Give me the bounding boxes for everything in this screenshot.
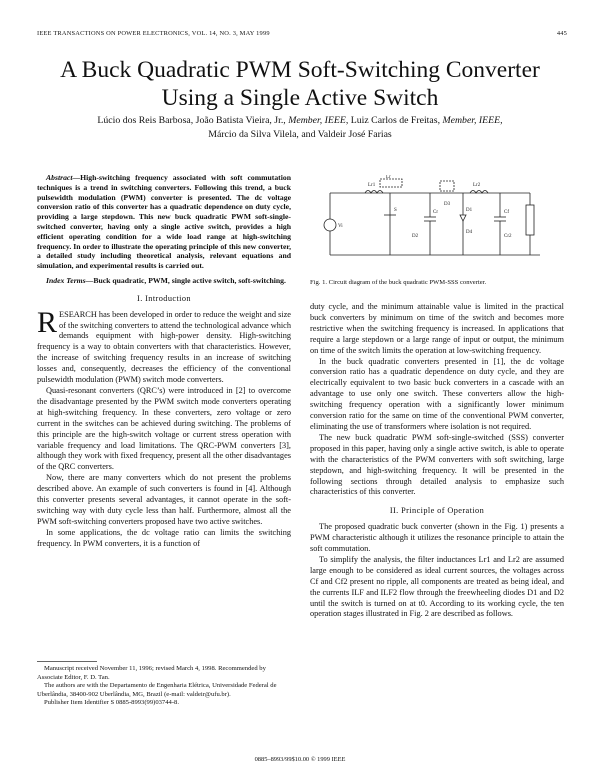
label-lr: Lr: [386, 175, 391, 180]
section-2-heading: II. Principle of Operation: [389, 506, 485, 516]
footnote-rule: [37, 661, 97, 662]
intro-paragraph-6: In the buck quadratic converters presented in [1], the dc voltage conversion ratio has a quadratic dependence on duty cycle, and they are electrically equivalent to two basic buck converters in a cascade with an advantage to use only one switch. These converters allow the high-switching frequency operation with a significantly lower minimum conversion ratio for the same on time of the conventional PWM converter, eliminating the use of transformers where isolation is not required.: [310, 356, 564, 431]
label-d2: D2: [412, 234, 419, 239]
authors-line-2: Márcio da Silva Vilela, and Valdeir José Farias: [208, 128, 392, 140]
abstract-text: High-switching frequency associated with soft commutation techniques is a trend in switching converters. Following this trend, a buck pulsewidth modulation (PWM) converter is presented. The dc voltage conversion ratio of this converter has a quadratic dependence on duty cycle, providing a large stepdown. This new buck quadratic PWM soft-single-switched converter, having only a single active switch, provides a high efficient operating condition for a wide load range at high-switching frequency. In order to illustrate the operating principle of this new converter, a detailed study including theoretical analysis, relevant equations and simulation, and experimental results is carried out.: [37, 173, 291, 271]
label-cr2: Cr2: [504, 234, 512, 239]
left-column: [37, 173, 291, 550]
label-d1: D1: [466, 208, 473, 213]
index-terms-label: Index Terms—: [46, 275, 94, 285]
right-column: [310, 302, 564, 620]
index-terms: [37, 276, 291, 286]
drop-cap: R: [37, 305, 58, 339]
intro-paragraph-3: Now, there are many converters which do not present the problems described above. An example of such converters is found in [4]. Although this converter presents several advantages, it cannot operate in the soft-switching way with duty cycle less than half. Furthermore, almost all the PWM soft-switching converters proposed have two active switches.: [37, 473, 291, 526]
abstract: [37, 173, 291, 271]
intro-paragraph-7: The new buck quadratic PWM soft-single-switched (SSS) converter proposed in this paper, having only a single active switch, is able to operate with the characteristics of the PWM converters with soft switching, large stepdown, and high-switching frequency. It will be presented in the following sections through detailed analysis to emphasize such characteristics of this converter.: [310, 432, 564, 497]
index-terms-text: Buck quadratic, PWM, single active switch, soft-switching.: [93, 275, 286, 285]
intro-paragraph-5: duty cycle, and the minimum attainable value is limited in the practical buck converters by minimum on time of the switch and becomes more restrictive when the switching frequency is increased. In applications that require a large stepdown or a large range of input or output, the minimum on time of the switch limits the operation at low-switching frequency.: [310, 302, 564, 355]
section-1-heading: I. Introduction: [137, 293, 191, 303]
label-vi: Vi: [338, 224, 343, 229]
running-header: IEEE TRANSACTIONS ON POWER ELECTRONICS, VOL. 14, NO. 3, MAY 1999: [37, 30, 270, 37]
label-s: S: [394, 208, 397, 213]
principle-paragraph-1: The proposed quadratic buck converter (shown in the Fig. 1) presents a PWM characteristic although it utilizes the resonance principle to attain the soft commutation.: [310, 522, 564, 554]
label-d4: D4: [466, 230, 473, 235]
footnote-3: Publisher Item Identifier S 0885-8993(99)03744-8.: [44, 699, 179, 706]
footnote: [37, 661, 291, 708]
page-number: 445: [556, 30, 567, 37]
footnote-1: Manuscript received November 11, 1996; revised March 4, 1998. Recommended by Associate Editor, F. D. Tan.: [37, 665, 266, 681]
paper-title: A Buck Quadratic PWM Soft-Switching Converter Using a Single Active Switch: [60, 57, 540, 111]
label-cf: Cf: [504, 210, 509, 215]
label-cr: Cr: [433, 210, 438, 215]
figure-caption: Fig. 1. Circuit diagram of the buck quadratic PWM-SSS converter.: [310, 279, 487, 286]
footnote-2: The authors are with the Departamento de Engenharia Elétrica, Universidade Federal de Uberlândia, 38400-902 Uberlândia, MG, Brazil (e-mail: valdeir@ufu.br).: [37, 682, 277, 698]
label-d3: D3: [444, 202, 451, 207]
principle-paragraph-2: To simplify the analysis, the filter inductances Lr1 and Lr2 are assumed large enough to be considered as ideal current sources, the voltages across Cf and Cf2 present no ripple, all components are treated as being ideal, and the currents ILF and ILF2 flow through the freewheeling diodes D1 and D2 until the switch is turned on at t0. According to its working cycle, the ten operation stages illustrated in Fig. 2 are described as follows.: [310, 554, 564, 619]
authors-part-c: , Luiz Carlos de Freitas,: [345, 115, 443, 126]
copyright-line: 0885–8993/99$10.00 © 1999 IEEE: [254, 756, 346, 763]
abstract-label: Abstract—: [46, 173, 81, 182]
intro-paragraph-2: Quasi-resonant converters (QRC’s) were introduced in [2] to overcome the disadvantage presented by the PWM switch mode converters operating at high-switching frequency. In these converters, zero voltage or zero current in the switches can be achieved during switching. The problems of this principle are the high-switch voltage or current stress operation with variable frequency and load limitations. The QRC-PWM converters [3], although they work with fixed frequency, present all the other disadvantages of the QRC converters.: [37, 386, 291, 472]
authors-membership-2: Member, IEEE,: [442, 115, 503, 126]
intro-p1-text: ESEARCH has been developed in order to reduce the weight and size of the switching converters to attend the technological advance which demands equipment with high-power density. High-switching frequency is a way to obtain converters with that characteristics. However, the increase of switching frequency results in an increase of switching losses and, consequently, decreases the efficiency of the conventional pulsewidth modulation (PWM) switch mode converters.: [37, 309, 291, 385]
circuit-diagram: [320, 175, 560, 270]
authors-part-a: Lúcio dos Reis Barbosa, João Batista Vieira, Jr.,: [97, 115, 289, 126]
label-lr1: Lr1: [368, 183, 376, 188]
intro-paragraph-1: [37, 305, 291, 386]
label-lr2: Lr2: [473, 183, 481, 188]
authors-membership-1: Member, IEEE: [288, 115, 346, 126]
intro-paragraph-4: In some applications, the dc voltage ratio can limits the switching frequency. In PWM converters, it is a function of: [37, 527, 291, 548]
author-list: [60, 114, 540, 141]
